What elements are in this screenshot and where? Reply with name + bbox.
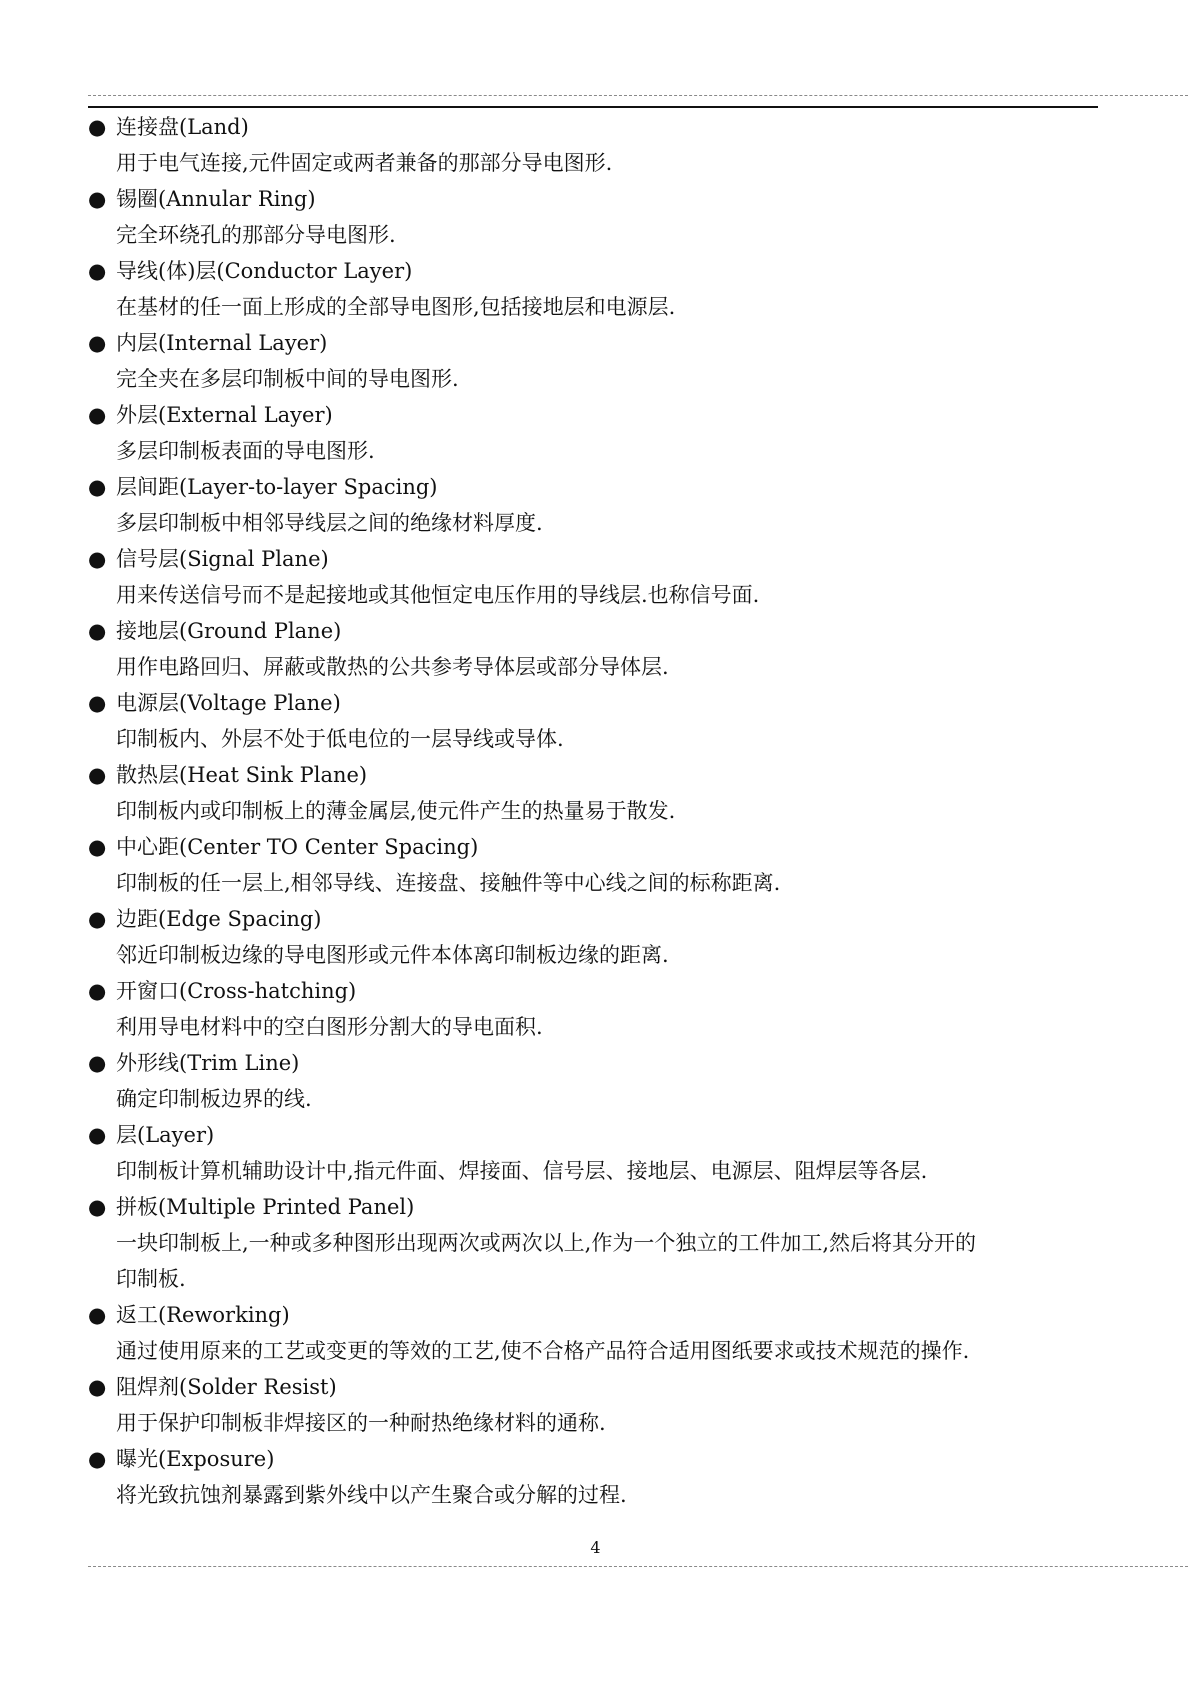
entry-term-line <box>88 541 1108 577</box>
entry-term: 锡圈(Annular Ring) <box>116 187 316 211</box>
entry-term-line <box>88 1189 1108 1225</box>
entry-definition: 在基材的任一面上形成的全部导电图形,包括接地层和电源层. <box>116 295 676 319</box>
glossary-entry <box>88 325 1108 397</box>
bullet-icon: ● <box>88 1051 107 1075</box>
glossary-entry <box>88 685 1108 757</box>
glossary-entry <box>88 901 1108 973</box>
entry-term-line <box>88 469 1108 505</box>
glossary-entry <box>88 1117 1108 1189</box>
glossary-entry <box>88 1369 1108 1441</box>
entry-term: 电源层(Voltage Plane) <box>116 691 341 715</box>
glossary-entry <box>88 757 1108 829</box>
entry-term-line <box>88 685 1108 721</box>
entry-term-line <box>88 613 1108 649</box>
glossary-entry <box>88 973 1108 1045</box>
entry-definition: 邻近印制板边缘的导电图形或元件本体离印制板边缘的距离. <box>116 943 669 967</box>
entry-definition: 完全夹在多层印制板中间的导电图形. <box>116 367 459 391</box>
entry-term: 层间距(Layer-to-layer Spacing) <box>116 475 438 499</box>
entry-term: 接地层(Ground Plane) <box>116 619 342 643</box>
entry-term: 返工(Reworking) <box>116 1303 290 1327</box>
bullet-icon: ● <box>88 259 107 283</box>
entry-definition: 用于电气连接,元件固定或两者兼备的那部分导电图形. <box>116 151 613 175</box>
entry-definition: 用于保护印制板非焊接区的一种耐热绝缘材料的通称. <box>116 1411 606 1435</box>
entry-term-line <box>88 253 1108 289</box>
entry-term: 边距(Edge Spacing) <box>116 907 322 931</box>
entry-definition: 印制板计算机辅助设计中,指元件面、焊接面、信号层、接地层、电源层、阻焊层等各层. <box>116 1159 928 1183</box>
bullet-icon: ● <box>88 763 107 787</box>
bullet-icon: ● <box>88 1195 107 1219</box>
glossary-list <box>88 109 1108 1513</box>
glossary-entry <box>88 1045 1108 1117</box>
entry-definition-continued: 印制板. <box>116 1267 186 1291</box>
glossary-entry <box>88 181 1108 253</box>
entry-term-line <box>88 325 1108 361</box>
entry-term-line <box>88 1441 1108 1477</box>
glossary-entry <box>88 469 1108 541</box>
entry-term-line <box>88 1045 1108 1081</box>
entry-definition: 用来传送信号而不是起接地或其他恒定电压作用的导线层.也称信号面. <box>116 583 760 607</box>
glossary-entry <box>88 613 1108 685</box>
bullet-icon: ● <box>88 979 107 1003</box>
entry-term: 开窗口(Cross-hatching) <box>116 979 357 1003</box>
entry-definition: 用作电路回归、屏蔽或散热的公共参考导体层或部分导体层. <box>116 655 669 679</box>
entry-term-line <box>88 397 1108 433</box>
entry-term: 中心距(Center TO Center Spacing) <box>116 835 479 859</box>
bullet-icon: ● <box>88 1447 107 1471</box>
entry-definition: 多层印制板表面的导电图形. <box>116 439 375 463</box>
entry-term: 信号层(Signal Plane) <box>116 547 329 571</box>
glossary-entry <box>88 1441 1108 1513</box>
glossary-entry <box>88 397 1108 469</box>
entry-definition: 多层印制板中相邻导线层之间的绝缘材料厚度. <box>116 511 543 535</box>
page-number: 4 <box>590 1538 601 1557</box>
entry-term: 阻焊剂(Solder Resist) <box>116 1375 337 1399</box>
bullet-icon: ● <box>88 115 107 139</box>
glossary-entry <box>88 829 1108 901</box>
entry-term: 内层(Internal Layer) <box>116 331 328 355</box>
entry-term-line <box>88 901 1108 937</box>
entry-term-line <box>88 973 1108 1009</box>
entry-term-line <box>88 1297 1108 1333</box>
header-dashed-line <box>88 95 1188 96</box>
entry-term: 曝光(Exposure) <box>116 1447 275 1471</box>
bullet-icon: ● <box>88 691 107 715</box>
entry-definition: 通过使用原来的工艺或变更的等效的工艺,使不合格产品符合适用图纸要求或技术规范的操作. <box>116 1339 970 1363</box>
entry-term-line <box>88 1369 1108 1405</box>
entry-term-line <box>88 181 1108 217</box>
bullet-icon: ● <box>88 547 107 571</box>
entry-definition: 印制板内、外层不处于低电位的一层导线或导体. <box>116 727 564 751</box>
glossary-entry <box>88 1297 1108 1369</box>
bullet-icon: ● <box>88 1123 107 1147</box>
footer-dashed-line <box>88 1566 1188 1567</box>
entry-definition: 一块印制板上,一种或多种图形出现两次或两次以上,作为一个独立的工件加工,然后将其分开的 <box>116 1231 977 1255</box>
bullet-icon: ● <box>88 331 107 355</box>
entry-term: 外形线(Trim Line) <box>116 1051 300 1075</box>
bullet-icon: ● <box>88 1375 107 1399</box>
entry-definition: 确定印制板边界的线. <box>116 1087 312 1111</box>
glossary-entry <box>88 109 1108 181</box>
entry-term: 外层(External Layer) <box>116 403 333 427</box>
entry-definition: 完全环绕孔的那部分导电图形. <box>116 223 396 247</box>
header-rule <box>88 106 1098 108</box>
entry-definition: 印制板的任一层上,相邻导线、连接盘、接触件等中心线之间的标称距离. <box>116 871 781 895</box>
glossary-entry <box>88 541 1108 613</box>
bullet-icon: ● <box>88 619 107 643</box>
bullet-icon: ● <box>88 187 107 211</box>
bullet-icon: ● <box>88 1303 107 1327</box>
entry-definition: 利用导电材料中的空白图形分割大的导电面积. <box>116 1015 543 1039</box>
entry-term: 层(Layer) <box>116 1123 215 1147</box>
bullet-icon: ● <box>88 403 107 427</box>
entry-term-line <box>88 757 1108 793</box>
bullet-icon: ● <box>88 907 107 931</box>
glossary-entry <box>88 1189 1108 1297</box>
entry-term-line <box>88 109 1108 145</box>
entry-term-line <box>88 829 1108 865</box>
entry-term: 散热层(Heat Sink Plane) <box>116 763 368 787</box>
entry-term: 连接盘(Land) <box>116 115 249 139</box>
entry-term: 拼板(Multiple Printed Panel) <box>116 1195 415 1219</box>
glossary-entry <box>88 253 1108 325</box>
bullet-icon: ● <box>88 835 107 859</box>
entry-definition: 印制板内或印制板上的薄金属层,使元件产生的热量易于散发. <box>116 799 676 823</box>
entry-term: 导线(体)层(Conductor Layer) <box>116 259 413 283</box>
entry-definition: 将光致抗蚀剂暴露到紫外线中以产生聚合或分解的过程. <box>116 1483 627 1507</box>
bullet-icon: ● <box>88 475 107 499</box>
entry-term-line <box>88 1117 1108 1153</box>
